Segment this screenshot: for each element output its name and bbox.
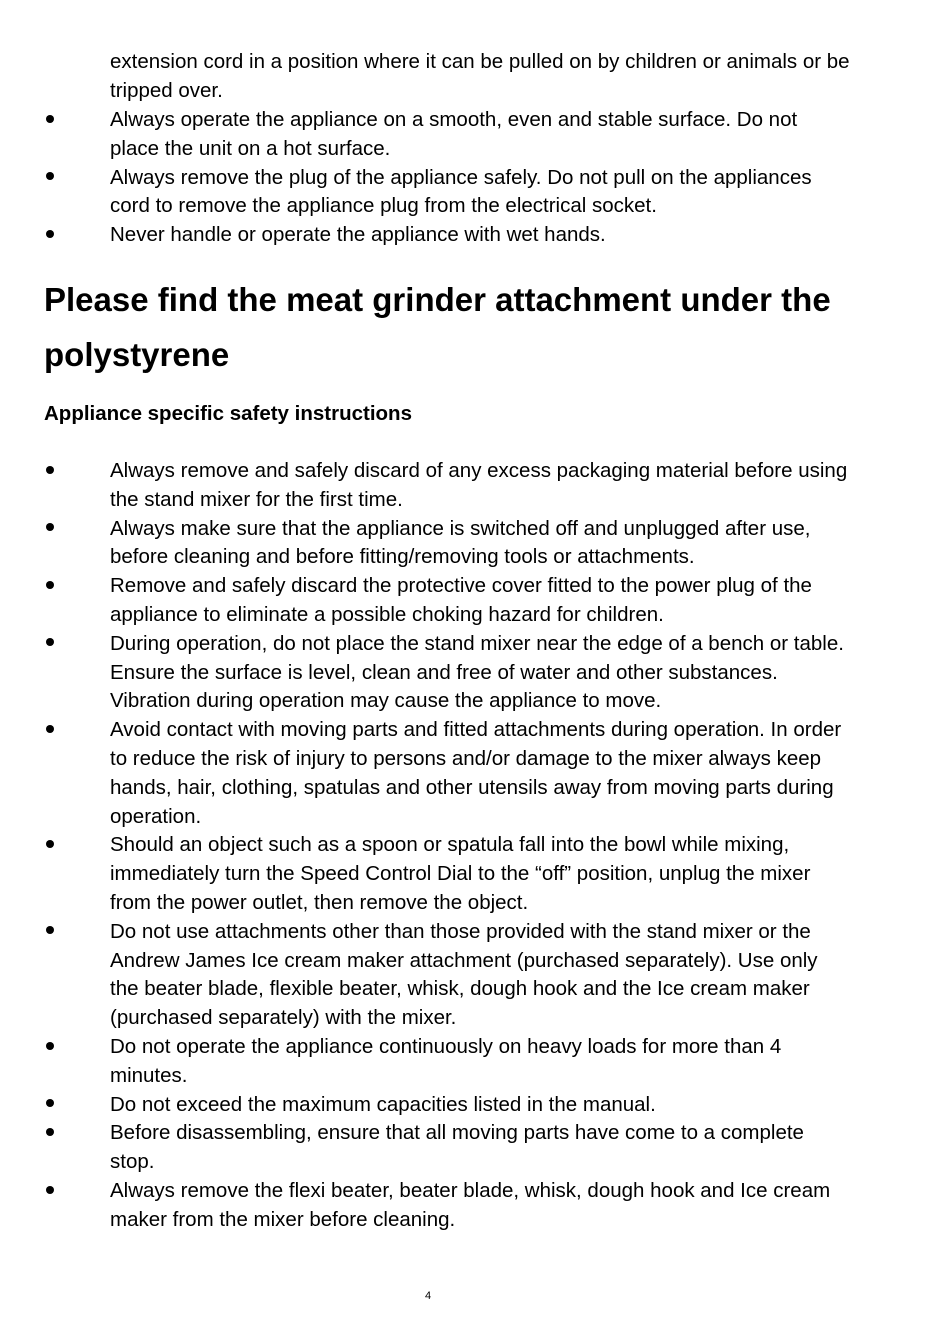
list-item-text: Never handle or operate the appliance with wet hands.: [110, 223, 606, 247]
list-item-text: Before disassembling, ensure that all moving parts have come to a complete stop.: [110, 1121, 804, 1174]
bullet-icon: [44, 1033, 56, 1062]
list-item-text: Avoid contact with moving parts and fitted attachments during operation. In order to reduce the risk of injury to persons and/or damage to the mixer always keep hands, hair, clothing, spatulas and other utensils away from moving parts during operation.: [110, 718, 842, 828]
bullet-icon: [44, 1119, 56, 1148]
list-item: [0, 1119, 950, 1177]
list-item: [0, 515, 950, 573]
list-item-text: Do not operate the appliance continuously on heavy loads for more than 4 minutes.: [110, 1034, 782, 1087]
list-item: [0, 716, 950, 831]
list-item: [0, 221, 950, 250]
bullet-icon: [44, 716, 56, 745]
bullet-icon: [44, 221, 56, 250]
appliance-safety-list: [0, 457, 950, 1235]
bullet-icon: [44, 106, 56, 135]
list-item-text: Always remove and safely discard of any excess packaging material before using the stand mixer for the first time.: [110, 459, 848, 511]
continued-paragraph: extension cord in a position where it can be pulled on by children or animals or be tripped over.: [110, 50, 850, 102]
bullet-icon: [44, 515, 56, 544]
list-item-text: Always remove the plug of the appliance safely. Do not pull on the appliances cord to remove the appliance plug from the electrical socket.: [110, 165, 812, 218]
list-item: [0, 164, 950, 222]
bullet-icon: [44, 164, 56, 193]
list-item-text: Do not use attachments other than those provided with the stand mixer or the Andrew James Ice cream maker attachment (purchased separately). Use only the beater blade, flexible beater, whisk, dough hook and the Ice cream maker (purchased separately) with the mixer.: [110, 919, 818, 1030]
list-item-text: Do not exceed the maximum capacities listed in the manual.: [110, 1092, 656, 1116]
list-item: [0, 831, 950, 917]
section-subheading: Appliance specific safety instructions: [44, 402, 412, 425]
list-item-text: Always remove the flexi beater, beater blade, whisk, dough hook and Ice cream maker from the mixer before cleaning.: [110, 1178, 831, 1231]
list-item-text: Always operate the appliance on a smooth, even and stable surface. Do not place the unit on a hot surface.: [110, 108, 798, 160]
list-item: [0, 918, 950, 1033]
list-item: [0, 457, 950, 515]
list-item-text: During operation, do not place the stand mixer near the edge of a bench or table. Ensure the surface is level, clean and free of water and other substances. Vibration during operation may cause the appliance to move.: [110, 631, 844, 713]
bullet-icon: [44, 831, 56, 860]
list-item: [0, 106, 950, 164]
list-item-text: Always make sure that the appliance is switched off and unplugged after use, before cleaning and before fitting/removing tools or attachments.: [110, 516, 811, 569]
bullet-icon: [44, 572, 56, 601]
general-safety-list: [0, 106, 950, 250]
bullet-icon: [44, 1177, 56, 1206]
bullet-icon: [44, 918, 56, 947]
list-item-text: Should an object such as a spoon or spatula fall into the bowl while mixing, immediately turn the Speed Control Dial to the “off” position, unplug the mixer from the power outlet, then remove the object.: [110, 833, 811, 914]
list-item: [0, 630, 950, 716]
bullet-icon: [44, 457, 56, 486]
list-item-text: Remove and safely discard the protective cover fitted to the power plug of the appliance to eliminate a possible choking hazard for children.: [110, 574, 812, 626]
bullet-icon: [44, 1091, 56, 1120]
list-item: [0, 1177, 950, 1235]
page-number: 4: [424, 1290, 432, 1302]
list-item: [0, 1091, 950, 1120]
section-heading: Please find the meat grinder attachment under the polystyrene: [44, 281, 831, 373]
list-item: [0, 572, 950, 630]
list-item: [0, 1033, 950, 1091]
bullet-icon: [44, 630, 56, 659]
